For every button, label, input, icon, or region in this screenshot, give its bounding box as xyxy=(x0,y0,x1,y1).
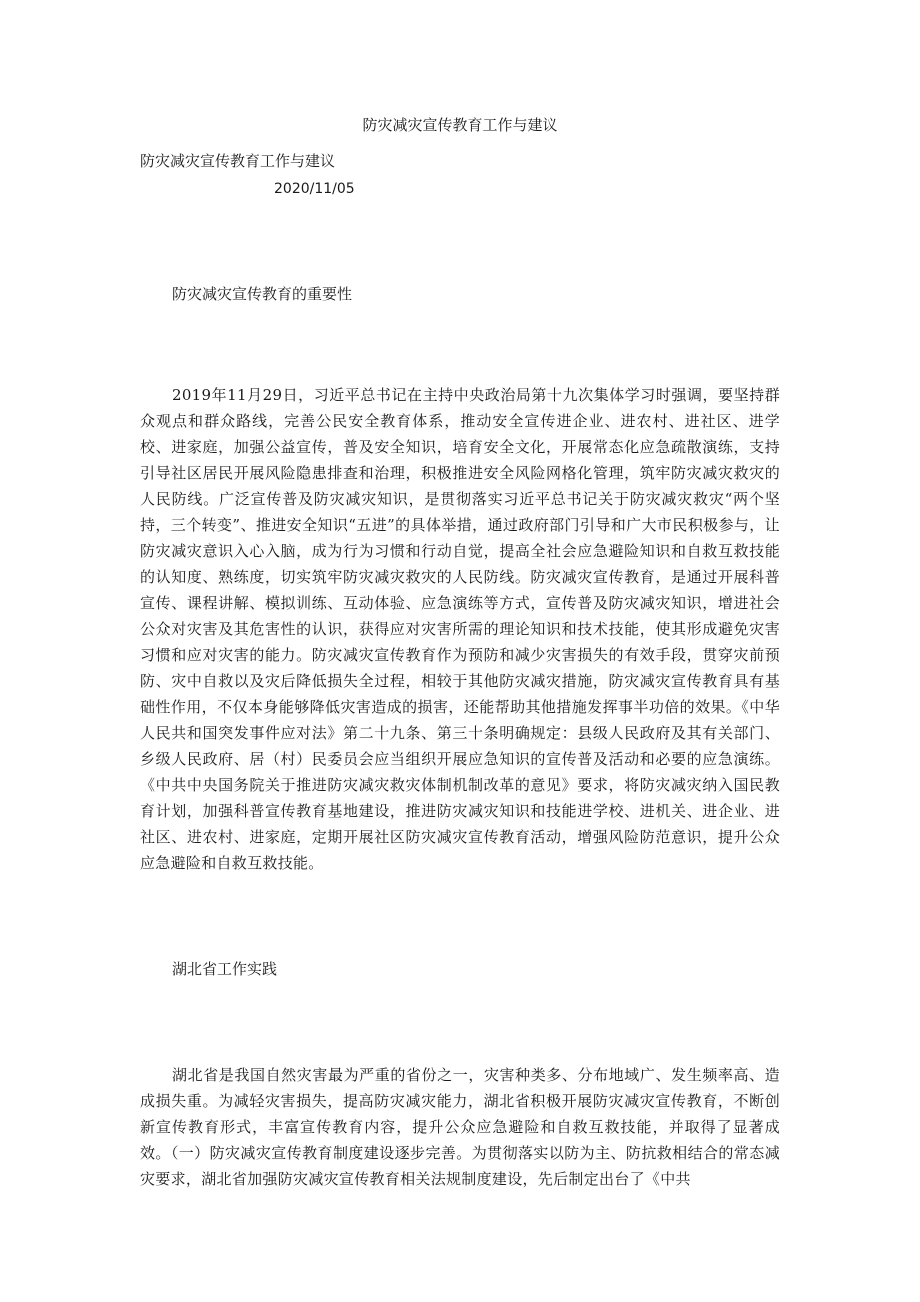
document-subtitle: 防灾减灾宣传教育工作与建议 xyxy=(140,152,336,170)
document-title: 防灾减灾宣传教育工作与建议 xyxy=(362,116,558,134)
section-heading-hubei-practice: 湖北省工作实践 xyxy=(172,960,278,978)
document-date: 2020/11/05 xyxy=(274,181,355,197)
section-paragraph-importance: 2019年11月29日，习近平总书记在主持中央政治局第十九次集体学习时强调，要坚持群众观点和群众路线，完善公民安全教育体系，推动安全宣传进企业、进农村、进社区、进学校、进家庭，加强公益宣传，普及安全知识，培育安全文化，开展常态化应急疏散演练，支持引导社区居民开展风险隐患排查和治理，积极推进安全风险网格化管理，筑牢防灾减灾救灾的人民防线。广泛宣传普及防灾减灾知识，是贯彻落实习近平总书记关于防灾减灾救灾“两个坚持，三个转变”、推进安全知识“五进”的具体举措，通过政府部门引导和广大市民积极参与，让防灾减灾意识入心入脑，成为行为习惯和行动自觉，提高全社会应急避险知识和自救互救技能的认知度、熟练度，切实筑牢防灾减灾救灾的人民防线。防灾减灾宣传教育，是通过开展科普宣传、课程讲解、模拟训练、互动体验、应急演练等方式，宣传普及防灾减灾知识，增进社会公众对灾害及其危害性的认识，获得应对灾害所需的理论知识和技术技能，使其形成避免灾害习惯和应对灾害的能力。防灾减灾宣传教育作为预防和减少灾害损失的有效手段，贯穿灾前预防、灾中自救以及灾后降低损失全过程，相较于其他防灾减灾措施，防灾减灾宣传教育具有基础性作用，不仅本身能够降低灾害造成的损害，还能帮助其他措施发挥事半功倍的效果。《中华人民共和国突发事件应对法》第二十九条、第三十条明确规定：县级人民政府及其有关部门、乡级人民政府、居（村）民委员会应当组织开展应急知识的宣传普及活动和必要的应急演练。《中共中央国务院关于推进防灾减灾救灾体制机制改革的意见》要求，将防灾减灾纳入国民教育计划，加强科普宣传教育基地建设，推进防灾减灾知识和技能进学校、进机关、进企业、进社区、进农村、进家庭，定期开展社区防灾减灾宣传教育活动，增强风险防范意识，提升公众应急避险和自救互救技能。 xyxy=(140,386,780,872)
section-paragraph-hubei-practice: 湖北省是我国自然灾害最为严重的省份之一，灾害种类多、分布地域广、发生频率高、造成损失重。为减轻灾害损失，提高防灾减灾能力，湖北省积极开展防灾减灾宣传教育，不断创新宣传教育形式，丰富宣传教育内容，提升公众应急避险和自救互救技能，并取得了显著成效。（一）防灾减灾宣传教育制度建设逐步完善。为贯彻落实以防为主、防抗救相结合的常态减灾要求，湖北省加强防灾减灾宣传教育相关法规制度建设，先后制定出台了《中共 xyxy=(140,1066,780,1188)
section-heading-importance: 防灾减灾宣传教育的重要性 xyxy=(172,285,353,303)
